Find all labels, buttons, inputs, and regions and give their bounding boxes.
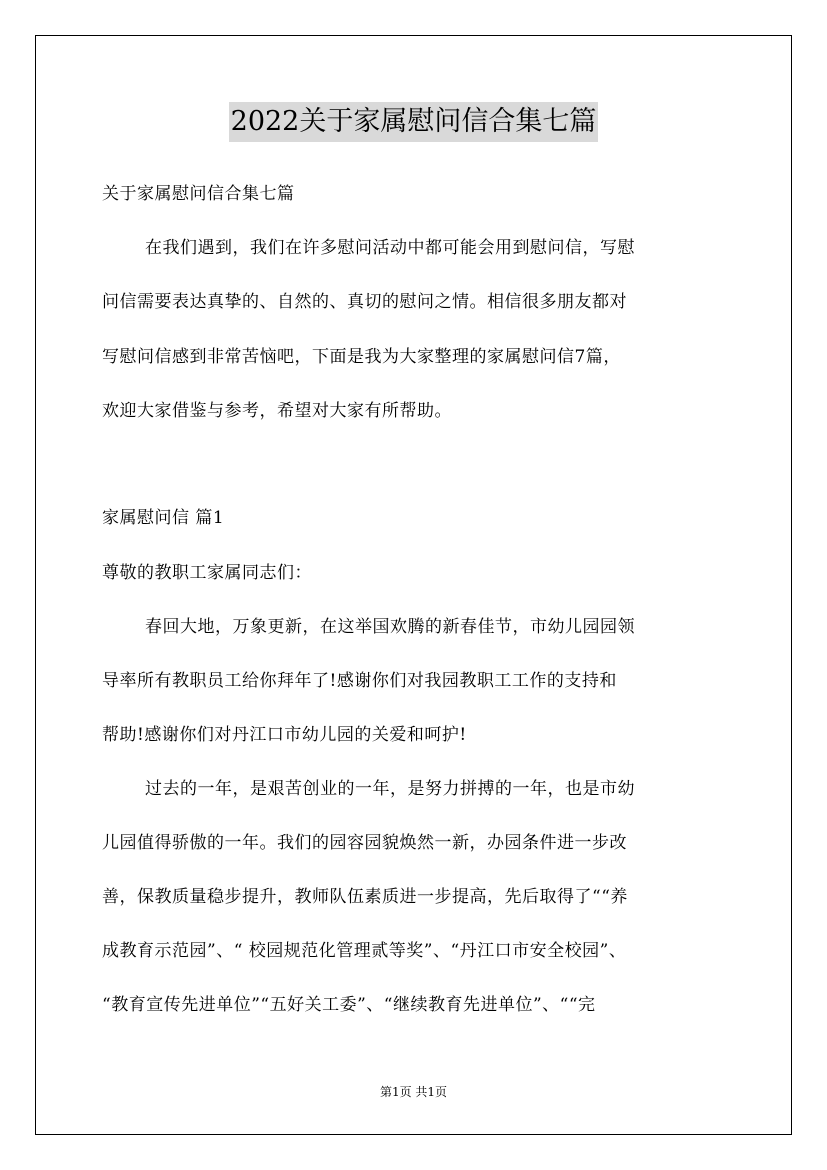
intro-line: 写慰问信感到非常苦恼吧，下面是我为大家整理的家属慰问信7篇， <box>102 347 621 367</box>
salutation: 尊敬的教职工家属同志们： <box>102 563 312 583</box>
paragraph-line: 善，保教质量稳步提升，教师队伍素质进一步提高，先后取得了““养 <box>102 887 628 907</box>
section-heading: 家属慰问信 篇1 <box>102 508 225 528</box>
paragraph-line: 成教育示范园”、“ 校园规范化管理贰等奖”、“丹江口市安全校园”、 <box>102 941 627 961</box>
title-container <box>0 102 827 142</box>
paragraph-line: 帮助!感谢你们对丹江口市幼儿园的关爱和呵护! <box>102 725 467 745</box>
page-number: 第1页 共1页 <box>379 1085 448 1099</box>
paragraph-line: “教育宣传先进单位”“五好关工委”、“继续教育先进单位”、““完 <box>102 995 596 1015</box>
paragraph-line: 导率所有教职员工给你拜年了!感谢你们对我园教职工工作的支持和 <box>102 671 617 691</box>
intro-line: 在我们遇到，我们在许多慰问活动中都可能会用到慰问信，写慰 <box>145 238 635 258</box>
paragraph-line: 儿园值得骄傲的一年。我们的园容园貌焕然一新，办园条件进一步改 <box>102 833 627 853</box>
paragraph-line: 过去的一年，是艰苦创业的一年，是努力拼搏的一年，也是市幼 <box>145 779 635 799</box>
paragraph-line: 春回大地，万象更新，在这举国欢腾的新春佳节，市幼儿园园领 <box>145 617 635 637</box>
document-title: 2022关于家属慰问信合集七篇 <box>229 102 599 142</box>
document-subtitle: 关于家属慰问信合集七篇 <box>102 184 295 204</box>
intro-line: 欢迎大家借鉴与参考，希望对大家有所帮助。 <box>102 401 452 421</box>
intro-line: 问信需要表达真挚的、自然的、真切的慰问之情。相信很多朋友都对 <box>102 292 627 312</box>
